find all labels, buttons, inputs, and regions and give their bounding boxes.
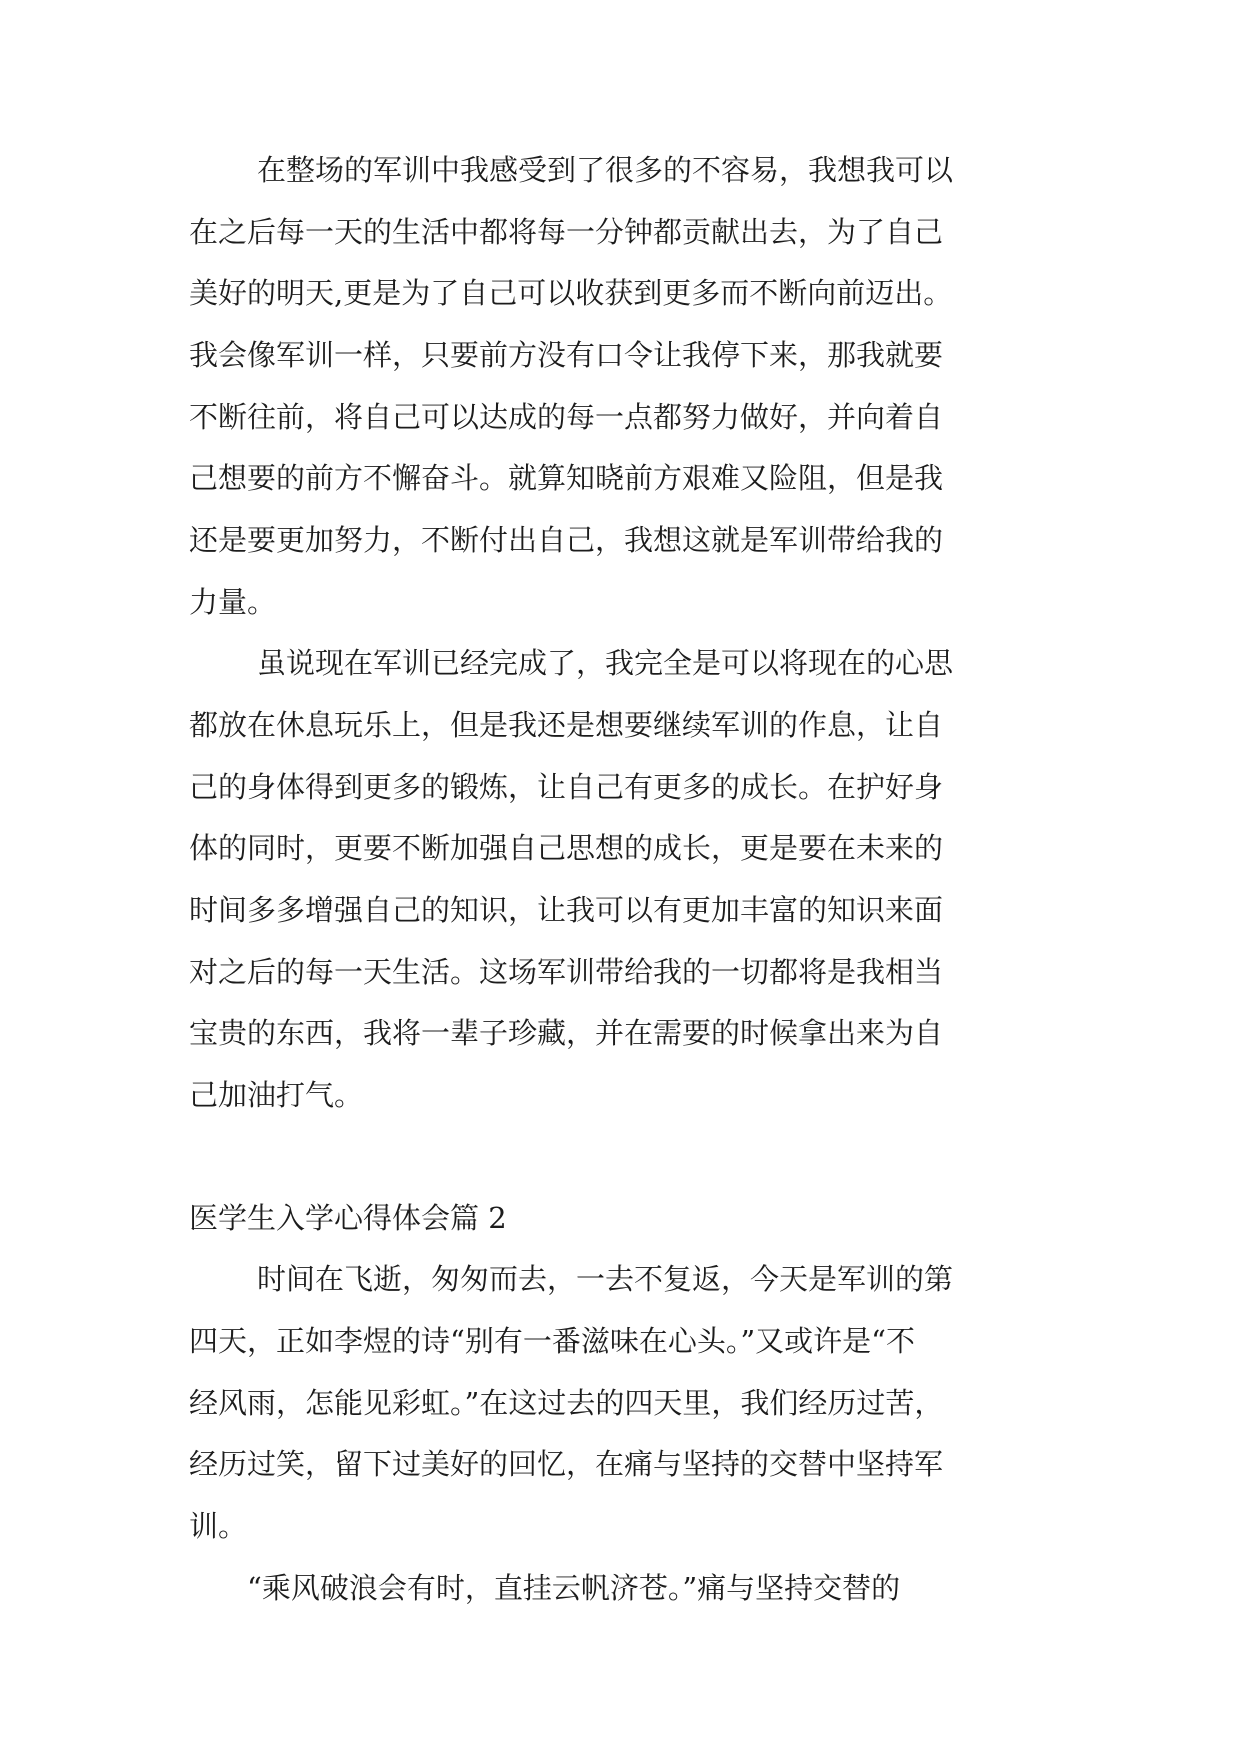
paragraph-2-line-4: 体的同时，更要不断加强自己思想的成长，更是要在未来的 [189, 831, 944, 865]
paragraph-2-line-6: 对之后的每一天生活。这场军训带给我的一切都将是我相当 [189, 955, 944, 989]
paragraph-4-line-1: “乘风破浪会有时，直挂云帆济苍。”痛与坚持交替的 [247, 1571, 901, 1605]
paragraph-2-line-7: 宝贵的东西，我将一辈子珍藏，并在需要的时候拿出来为自 [189, 1016, 944, 1050]
paragraph-1-line-5: 不断往前，将自己可以达成的每一点都努力做好，并向着自 [189, 400, 944, 434]
paragraph-1-line-8: 力量。 [189, 585, 277, 619]
paragraph-3-line-1: 时间在飞逝，匆匆而去，一去不复返，今天是军训的第 [257, 1262, 954, 1296]
paragraph-2-line-1: 虽说现在军训已经完成了，我完全是可以将现在的心思 [257, 646, 954, 680]
paragraph-3-line-2: 四天，正如李煜的诗“别有一番滋味在心头。”又或许是“不 [189, 1324, 915, 1358]
paragraph-2-line-2: 都放在休息玩乐上，但是我还是想要继续军训的作息，让自 [189, 708, 944, 742]
paragraph-2-line-3: 己的身体得到更多的锻炼，让自己有更多的成长。在护好身 [189, 770, 944, 804]
paragraph-3-line-5: 训。 [189, 1509, 248, 1543]
section-title: 医学生入学心得体会篇 2 [189, 1201, 507, 1235]
paragraph-1-line-6: 己想要的前方不懈奋斗。就算知晓前方艰难又险阻，但是我 [189, 461, 944, 495]
paragraph-2-line-8: 己加油打气。 [189, 1078, 364, 1112]
paragraph-1-line-1: 在整场的军训中我感受到了很多的不容易，我想我可以 [257, 153, 954, 187]
paragraph-1-line-7: 还是要更加努力，不断付出自己，我想这就是军训带给我的 [189, 523, 944, 557]
paragraph-3-line-3: 经风雨，怎能见彩虹。”在这过去的四天里，我们经历过苦， [189, 1386, 944, 1420]
paragraph-2-line-5: 时间多多增强自己的知识，让我可以有更加丰富的知识来面 [189, 893, 944, 927]
paragraph-3-line-4: 经历过笑，留下过美好的回忆，在痛与坚持的交替中坚持军 [189, 1447, 944, 1481]
paragraph-1-line-4: 我会像军训一样，只要前方没有口令让我停下来，那我就要 [189, 338, 944, 372]
paragraph-1-line-3: 美好的明天,更是为了自己可以收获到更多而不断向前迈出。 [189, 276, 953, 310]
paragraph-1-line-2: 在之后每一天的生活中都将每一分钟都贡献出去，为了自己 [189, 215, 944, 249]
